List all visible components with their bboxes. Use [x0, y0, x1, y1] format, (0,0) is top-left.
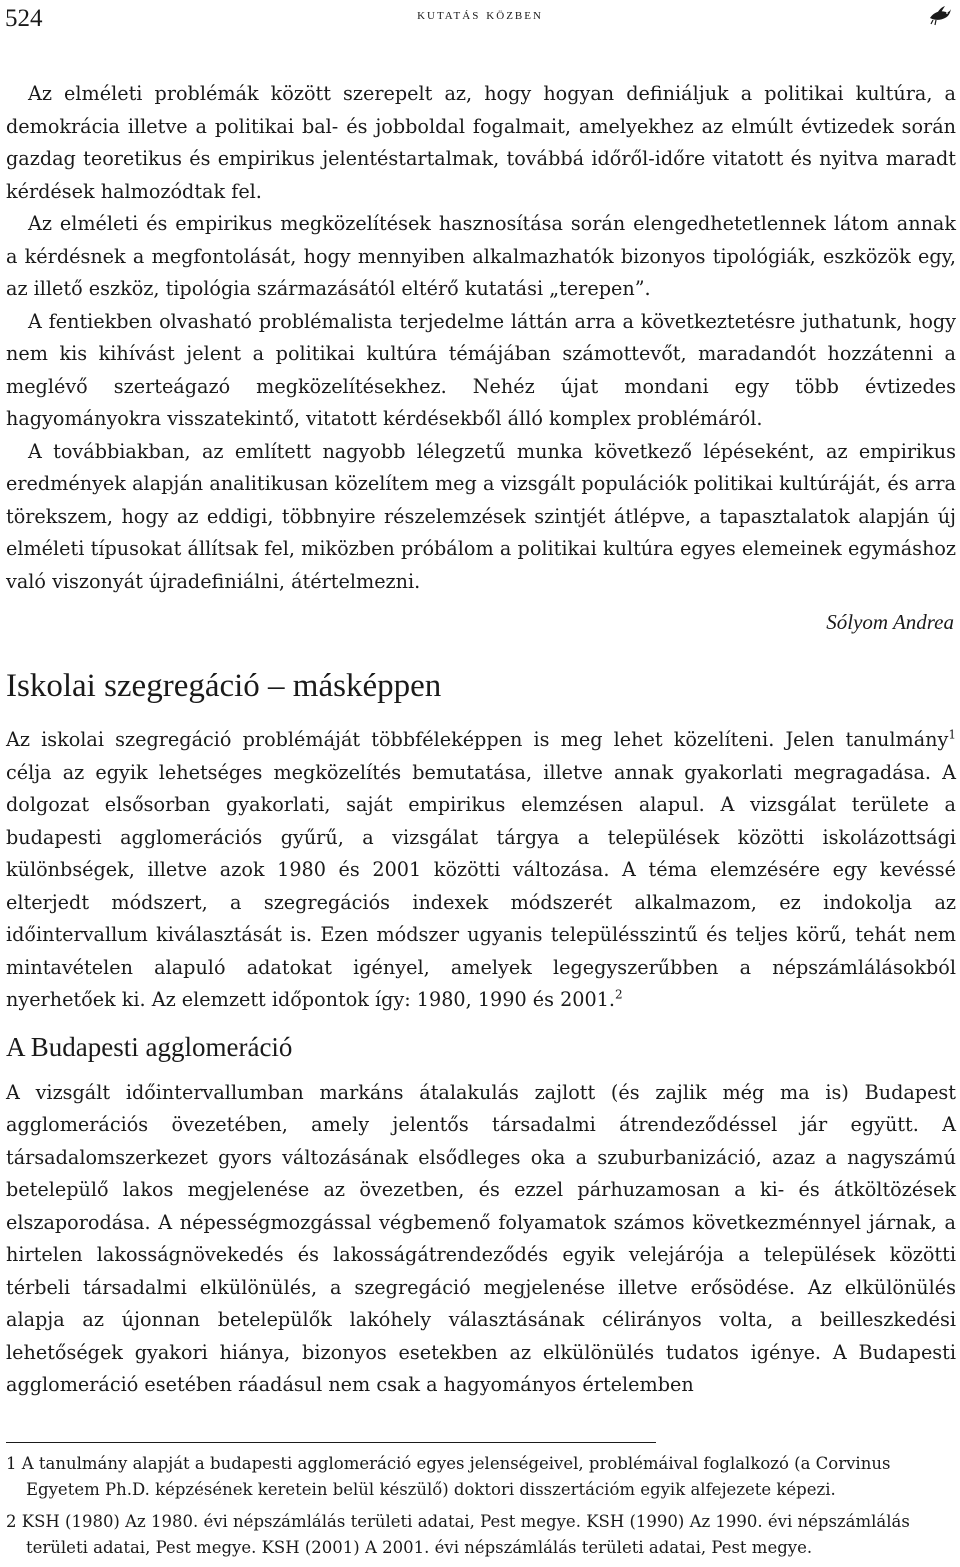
section-text-part-2: célja az egyik lehetséges megközelítés bemutatása, illetve annak gyakorlati megragadása. A dolgozat elsősorban gyakorlati, saját empirikus elemzésen alapul. A vizsgálat területe a budapesti agglomerációs gyűrű, a vizsgálat tárgya a települések közötti iskolázottsági különbségek, illetve azok 1980 és 2001 közötti változása. A téma elemzésére egy kevéssé elterjedt módszert, a szegregációs indexek módszerét alkalmazom, ez indokolja az időintervallum kiválasztását is. Ezen módszer ugyanis településszintű és teljes körű, tehát nem mintavételen alapuló adatokat igényel, amelyek legegyszerűbben a népszámlálásokból nyerhetőek ki. Az elemzett időpontok így: 1980, 1990 és 2001.	[6, 760, 956, 1011]
paragraph: A továbbiakban, az említett nagyobb lélegzetű munka következő lépéseként, az empirikus eredmények alapján analitikusan közelítem meg a vizsgált populációk politikai kultúráját, és arra törekszem, hogy az eddigi, többnyire részelemzések szintjét átlépve, a tapasztalatok alapján új elméleti típusokat állítsak fel, miközben próbálom a politikai kultúra egyes elemeinek egymáshoz való viszonyát újradefiniálni, átértelmezni.	[6, 439, 956, 593]
page-header	[0, 0, 960, 40]
paragraph: A fentiekben olvasható problémalista terjedelme láttán arra a következtetésre juthatunk, hogy nem kis kihívást jelent a politikai kultúra témájában számottevőt, maradandót hozzátenni a meglévő szerteágazó megközelítésekhez. Nehéz újat mondani egy több évtizedes hagyományokra visszatekintő, vitatott kérdésekből álló komplex problémáról.	[6, 309, 956, 430]
page-number: 524	[5, 5, 43, 32]
section-paragraph	[6, 724, 956, 1017]
footnote-2: 2 KSH (1980) Az 1980. évi népszámlálás területi adatai, Pest megye. KSH (1990) Az 1990. évi népszámlálás területi adatai, Pest megye. KSH (2001) A 2001. évi népszámlálás területi adatai, Pest megye.	[6, 1512, 910, 1557]
footnote-1: 1 A tanulmány alapját a budapesti agglomeráció egyes jelenségeivel, problémáival foglalkozó (a Corvinus Egyetem Ph.D. képzésének keretein belül készülő) doktori disszertációm egyik alfejezete képezi.	[6, 1454, 891, 1499]
section-title: Iskolai szegregáció – másképpen	[6, 668, 442, 704]
footnotes	[6, 1442, 956, 1567]
author-signature: Sólyom Andrea	[826, 610, 954, 634]
footnote-marker-2[interactable]: 2	[615, 987, 623, 1002]
bird-ornament-icon	[928, 4, 952, 26]
article-content	[6, 78, 956, 1402]
footnote-divider	[6, 1442, 656, 1443]
paragraph: Az elméleti és empirikus megközelítések hasznosítása során elengedhetetlennek látom annak a kérdésnek a megfontolását, hogy mennyiben alkalmazhatók bizonyos tipológiák, eszközök egy, az illető eszköz, tipológia származásától eltérő kutatási „terepen”.	[6, 212, 956, 300]
section-text-part-1: Az iskolai szegregáció problémáját többféleképpen is meg lehet közelíteni. Jelen tanulmány	[6, 728, 949, 751]
footnote-marker-1[interactable]: 1	[948, 727, 956, 742]
paragraph: Az elméleti problémák között szerepelt az, hogy hogyan definiáljuk a politikai kultúra, a demokrácia illetve a politikai bal- és jobboldal fogalmait, amelyekhez az elmúlt évtizedek során gazdag teoretikus és empirikus jelentéstartalmak, továbbá időről-időre vitatott és nyitva maradt kérdések halmozódtak fel.	[6, 82, 956, 203]
subsection-title: A Budapesti agglomeráció	[6, 1031, 293, 1062]
subsection-paragraph: A vizsgált időintervallumban markáns átalakulás zajlott (és zajlik még ma is) Budapest agglomerációs övezetében, amely jelentős társadalmi átrendeződéssel jár együtt. A társadalomszerkezet gyors változásának elsődleges oka a szuburbanizáció, azaz a nagyszámú betelepülő lakos megjelenése az övezetben, és ezzel párhuzamosan a ki- és átköltözések elszaporodása. A népességmozgással végbemenő folyamatok számos következménnyel járnak, a hirtelen lakosságnövekedés és lakosságátrendeződés egyik velejárója a települések közötti térbeli társadalmi elkülönülés, a szegregáció megjelenése illetve erősödése. Az elkülönülés alapja az újonnan betelepülők lakóhely választásának célirányos volta, a beilleszkedési lehetőségek gyakori hiánya, bizonyos esetekben az elkülönülés tudatos igénye. A Budapesti agglomeráció esetében ráadásul nem csak a hagyományos értelemben	[6, 1080, 956, 1396]
running-head: kutatás közben	[417, 6, 543, 23]
